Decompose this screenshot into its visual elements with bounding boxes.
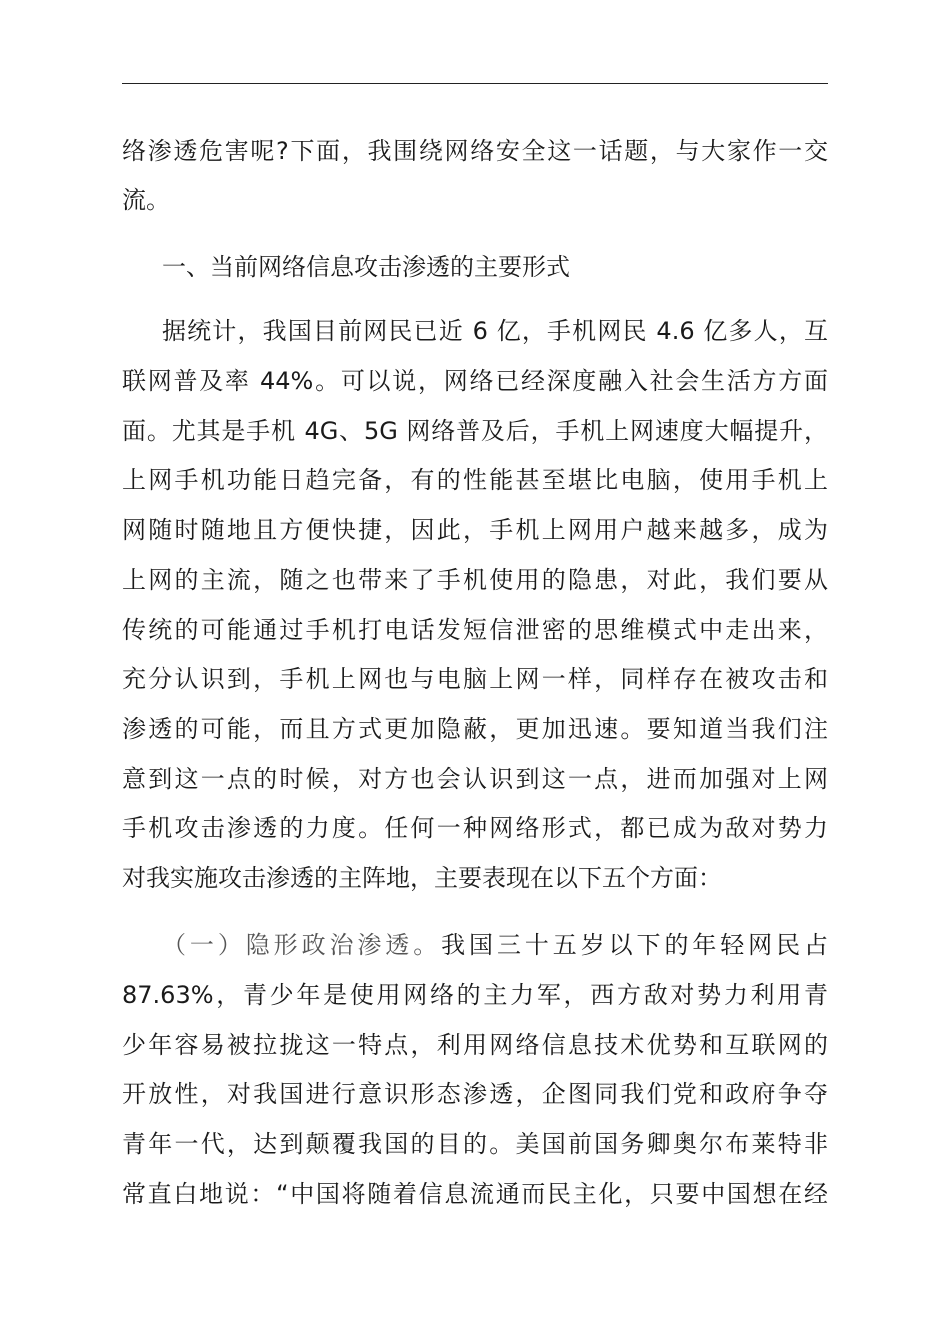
- paragraph-line: 上网手机功能日趋完备，有的性能甚至堪比电脑，使用手机上: [122, 466, 828, 494]
- paragraph-line: 意到这一点的时候，对方也会认识到这一点，进而加强对上网: [122, 765, 828, 793]
- subsection-heading: （一）隐形政治渗透。: [162, 931, 442, 959]
- paragraph-line: 渗透的可能，而且方式更加隐蔽，更加迅速。要知道当我们注: [122, 715, 828, 743]
- paragraph-line: 对我实施攻击渗透的主阵地，主要表现在以下五个方面：: [122, 864, 722, 892]
- paragraph-line: 87.63%，青少年是使用网络的主力军，西方敌对势力利用青: [122, 981, 828, 1009]
- paragraph-line: [162, 930, 828, 960]
- paragraph-line: 络渗透危害呢?下面，我围绕网络安全这一话题，与大家作一交: [122, 137, 828, 165]
- paragraph-line: 常直白地说：“中国将随着信息流通而民主化，只要中国想在经: [122, 1180, 828, 1208]
- paragraph-line: 流。: [122, 186, 170, 214]
- paragraph-line: 少年容易被拉拢这一特点，利用网络信息技术优势和互联网的: [122, 1031, 828, 1059]
- paragraph-line: 传统的可能通过手机打电话发短信泄密的思维模式中走出来，: [122, 616, 828, 644]
- paragraph-text: 我国三十五岁以下的年轻网民占: [441, 931, 829, 959]
- paragraph-line: 面。尤其是手机 4G、5G 网络普及后，手机上网速度大幅提升，: [122, 417, 828, 445]
- paragraph-line: 开放性，对我国进行意识形态渗透，企图同我们党和政府争夺: [122, 1080, 828, 1108]
- header-rule: [122, 83, 828, 84]
- paragraph-line: 上网的主流，随之也带来了手机使用的隐患，对此，我们要从: [122, 566, 828, 594]
- paragraph-line: 手机攻击渗透的力度。任何一种网络形式，都已成为敌对势力: [122, 814, 828, 842]
- section-heading: 一、当前网络信息攻击渗透的主要形式: [162, 253, 570, 281]
- paragraph-line: 充分认识到，手机上网也与电脑上网一样，同样存在被攻击和: [122, 665, 828, 693]
- paragraph-line: 网随时随地且方便快捷，因此，手机上网用户越来越多，成为: [122, 516, 828, 544]
- paragraph-line: 青年一代，达到颠覆我国的目的。美国前国务卿奥尔布莱特非: [122, 1130, 828, 1158]
- paragraph-line: 据统计，我国目前网民已近 6 亿，手机网民 4.6 亿多人，互: [162, 317, 828, 345]
- paragraph-line: 联网普及率 44%。可以说，网络已经深度融入社会生活方方面: [122, 367, 828, 395]
